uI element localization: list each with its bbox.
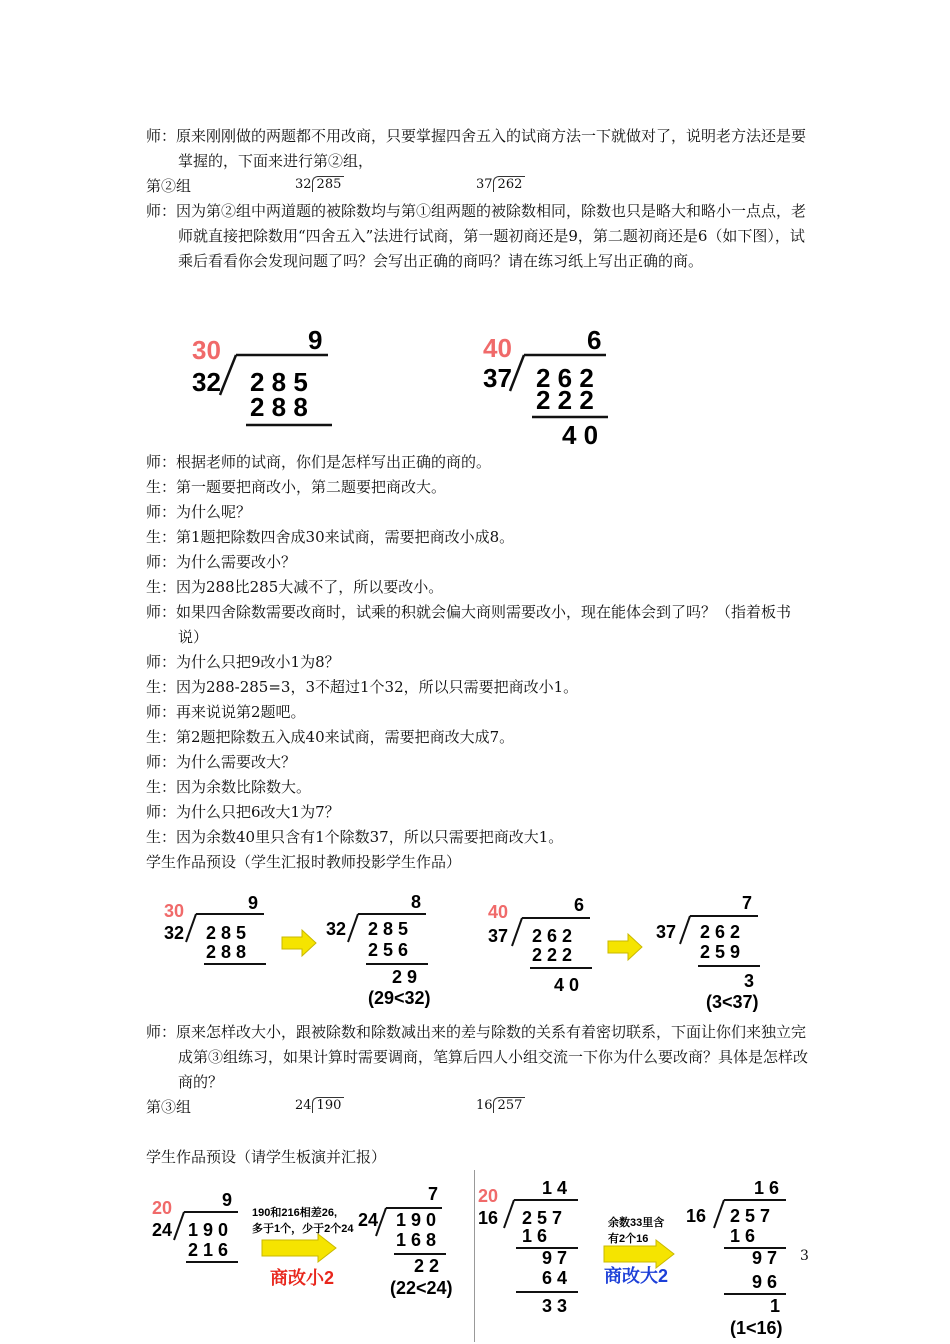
svg-text:7: 7 [428, 1184, 439, 1204]
svg-text:1: 1 [770, 1296, 781, 1316]
svg-text:(29<32): (29<32) [368, 988, 431, 1008]
remainder: 4 0 [562, 420, 599, 450]
group-3-label: 第③组 [146, 1098, 192, 1116]
svg-text:(22<24): (22<24) [390, 1278, 453, 1298]
svg-text:40: 40 [488, 902, 509, 922]
division-32-trial [164, 893, 266, 964]
division-32-285: 32 285 [295, 176, 344, 192]
divisor: 32 [192, 367, 221, 397]
svg-text:2 1 6: 2 1 6 [188, 1240, 229, 1260]
label-decrease: 商改小2 [270, 1268, 335, 1288]
svg-text:(3<37): (3<37) [706, 992, 759, 1012]
annotation: 190和216相差26, [252, 1207, 337, 1219]
svg-text:2 5 9: 2 5 9 [700, 942, 741, 962]
svg-text:37: 37 [488, 926, 509, 946]
svg-text:9: 9 [248, 893, 259, 913]
dialogue-line: 生：第1题把除数四舍成30来试商，需要把商改小成8。 [146, 528, 515, 546]
divisor: 37 [483, 363, 512, 393]
dividend: 2 6 2 [536, 363, 594, 393]
svg-text:1 6: 1 6 [754, 1178, 780, 1198]
dividend: 2 8 5 [250, 367, 308, 397]
division-37-trial [488, 895, 592, 995]
dialogue-line: 师：为什么呢？ [146, 503, 252, 521]
division-16-trial [478, 1178, 578, 1316]
dialogue-line: 生：因为余数40里只含有1个除数37，所以只需要把商改大1。 [146, 828, 564, 846]
svg-text:20: 20 [478, 1186, 499, 1206]
arrow-right-icon [262, 1234, 336, 1262]
svg-text:32: 32 [164, 923, 185, 943]
paragraph-teacher-1: 师：原来刚刚做的两题都不用改商，只要掌握四舍五入的试商方法一下就做对了，说明老方法还是要掌握的，下面来进行第②组， [146, 127, 807, 170]
dialogue-line: 师：为什么需要改大？ [146, 753, 297, 771]
dialogue-line: 师：为什么只把6改大1为7？ [146, 803, 340, 821]
svg-text:24: 24 [358, 1210, 379, 1230]
svg-text:7: 7 [742, 893, 753, 913]
svg-text:3 3: 3 3 [542, 1296, 568, 1316]
svg-text:16: 16 [686, 1206, 707, 1226]
svg-text:6: 6 [574, 895, 585, 915]
division-37-corrected [656, 893, 760, 1012]
svg-text:2 5 7: 2 5 7 [522, 1208, 563, 1228]
product: 2 2 2 [536, 385, 594, 415]
svg-text:2 8 5: 2 8 5 [206, 923, 247, 943]
dialogue-line: 生：第一题要把商改小，第二题要把商改大。 [146, 478, 447, 496]
svg-text:3: 3 [744, 971, 755, 991]
figure-student-work-2 [146, 1172, 796, 1344]
dialogue-line: 师：为什么需要改小？ [146, 553, 297, 571]
group-2-label: 第②组 [146, 177, 192, 195]
division-24-190: 24 190 [295, 1097, 344, 1113]
figure-trial-quotient [180, 325, 640, 450]
svg-text:24: 24 [152, 1220, 173, 1240]
group-2-row [146, 175, 191, 195]
svg-text:9 6: 9 6 [752, 1272, 778, 1292]
svg-text:2 9: 2 9 [392, 967, 418, 987]
division-16-257: 16 257 [476, 1097, 525, 1113]
svg-text:30: 30 [164, 901, 185, 921]
svg-text:2 5 7: 2 5 7 [730, 1206, 771, 1226]
label-increase: 商改大2 [604, 1266, 669, 1286]
svg-text:20: 20 [152, 1198, 173, 1218]
svg-text:32: 32 [326, 919, 347, 939]
annotation: 有2个16 [608, 1233, 649, 1245]
svg-text:1 9 0: 1 9 0 [188, 1220, 229, 1240]
svg-text:2 8 5: 2 8 5 [368, 919, 409, 939]
long-division-32 [192, 325, 332, 425]
svg-text:1 9 0: 1 9 0 [396, 1210, 437, 1230]
svg-text:2 8 8: 2 8 8 [206, 942, 247, 962]
svg-text:(1<16): (1<16) [730, 1318, 783, 1338]
dialogue-line: 师：再来说说第2题吧。 [146, 703, 306, 721]
svg-text:8: 8 [411, 892, 422, 912]
svg-text:2 2 2: 2 2 2 [532, 945, 573, 965]
dialogue-line: 生：因为288比285大减不了，所以要改小。 [146, 578, 444, 596]
approx-divisor: 30 [192, 335, 221, 365]
svg-text:1 6 8: 1 6 8 [396, 1230, 437, 1250]
svg-text:2 6 2: 2 6 2 [532, 926, 573, 946]
svg-text:9 7: 9 7 [752, 1248, 778, 1268]
quotient: 6 [587, 325, 602, 355]
section-heading: 学生作品预设（学生汇报时教师投影学生作品） [146, 853, 462, 871]
svg-text:2 5 6: 2 5 6 [368, 940, 409, 960]
dialogue-line: 师：为什么只把9改小1为8？ [146, 653, 340, 671]
paragraph-teacher-4: 师：原来怎样改大小，跟被除数和除数减出来的差与除数的关系有着密切联系，下面让你们来独立完成第③组练习，如果计算时需要调商，笔算后四人小组交流一下你为什么要改商？具体是怎样改商的？ [146, 1023, 809, 1091]
division-16-corrected [686, 1178, 786, 1338]
arrow-right-icon [608, 934, 642, 960]
svg-text:2 2: 2 2 [414, 1256, 440, 1276]
product: 2 8 8 [250, 392, 308, 422]
dialogue-line: 师：根据老师的试商，你们是怎样写出正确的商的。 [146, 453, 492, 471]
page-number: 3 [800, 1248, 809, 1264]
paragraph-teacher-2: 师：因为第②组中两道题的被除数均与第①组两题的被除数相同，除数也只是略大和略小一点点，老师就直接把除数用“四舍五入”法进行试商，第一题初商还是9，第二题初商还是6（如下图），试乘后看看你会发现问题了吗？会写出正确的商吗？请在练习纸上写出正确的商。 [146, 202, 807, 270]
svg-text:1 6: 1 6 [522, 1226, 548, 1246]
section-heading-2: 学生作品预设（请学生板演并汇报） [146, 1148, 387, 1166]
svg-text:9 7: 9 7 [542, 1248, 568, 1268]
dialogue-line: 生：因为余数比除数大。 [146, 778, 312, 796]
svg-text:4 0: 4 0 [554, 975, 580, 995]
quotient: 9 [308, 325, 323, 355]
svg-text:2 6 2: 2 6 2 [700, 922, 741, 942]
dialogue-line: 生：第2题把除数五入成40来试商，需要把商改大成7。 [146, 728, 515, 746]
svg-text:16: 16 [478, 1208, 499, 1228]
svg-text:1 6: 1 6 [730, 1226, 756, 1246]
svg-text:9: 9 [222, 1190, 233, 1210]
dialogue-block-1 [146, 450, 811, 875]
svg-text:37: 37 [656, 922, 677, 942]
division-32-corrected [326, 892, 431, 1008]
long-division-37 [483, 325, 608, 450]
group-3-row [146, 1096, 191, 1116]
figure-student-work-1 [160, 890, 800, 1015]
division-24-corrected [358, 1184, 453, 1298]
svg-text:6 4: 6 4 [542, 1268, 568, 1288]
arrow-right-icon [282, 930, 316, 956]
annotation: 多于1个，少于2个24 [252, 1223, 354, 1235]
approx-divisor: 40 [483, 333, 512, 363]
annotation: 余数33里含 [608, 1217, 665, 1229]
division-37-262: 37 262 [476, 176, 525, 192]
paragraph-teacher-3: 师：如果四舍除数需要改商时，试乘的积就会偏大商则需要改小，现在能体会到了吗？（指着板书说） [146, 603, 792, 646]
division-24-trial [152, 1190, 238, 1262]
dialogue-line: 生：因为288-285=3，3不超过1个32，所以只需要把商改小1。 [146, 678, 579, 696]
svg-text:1 4: 1 4 [542, 1178, 568, 1198]
